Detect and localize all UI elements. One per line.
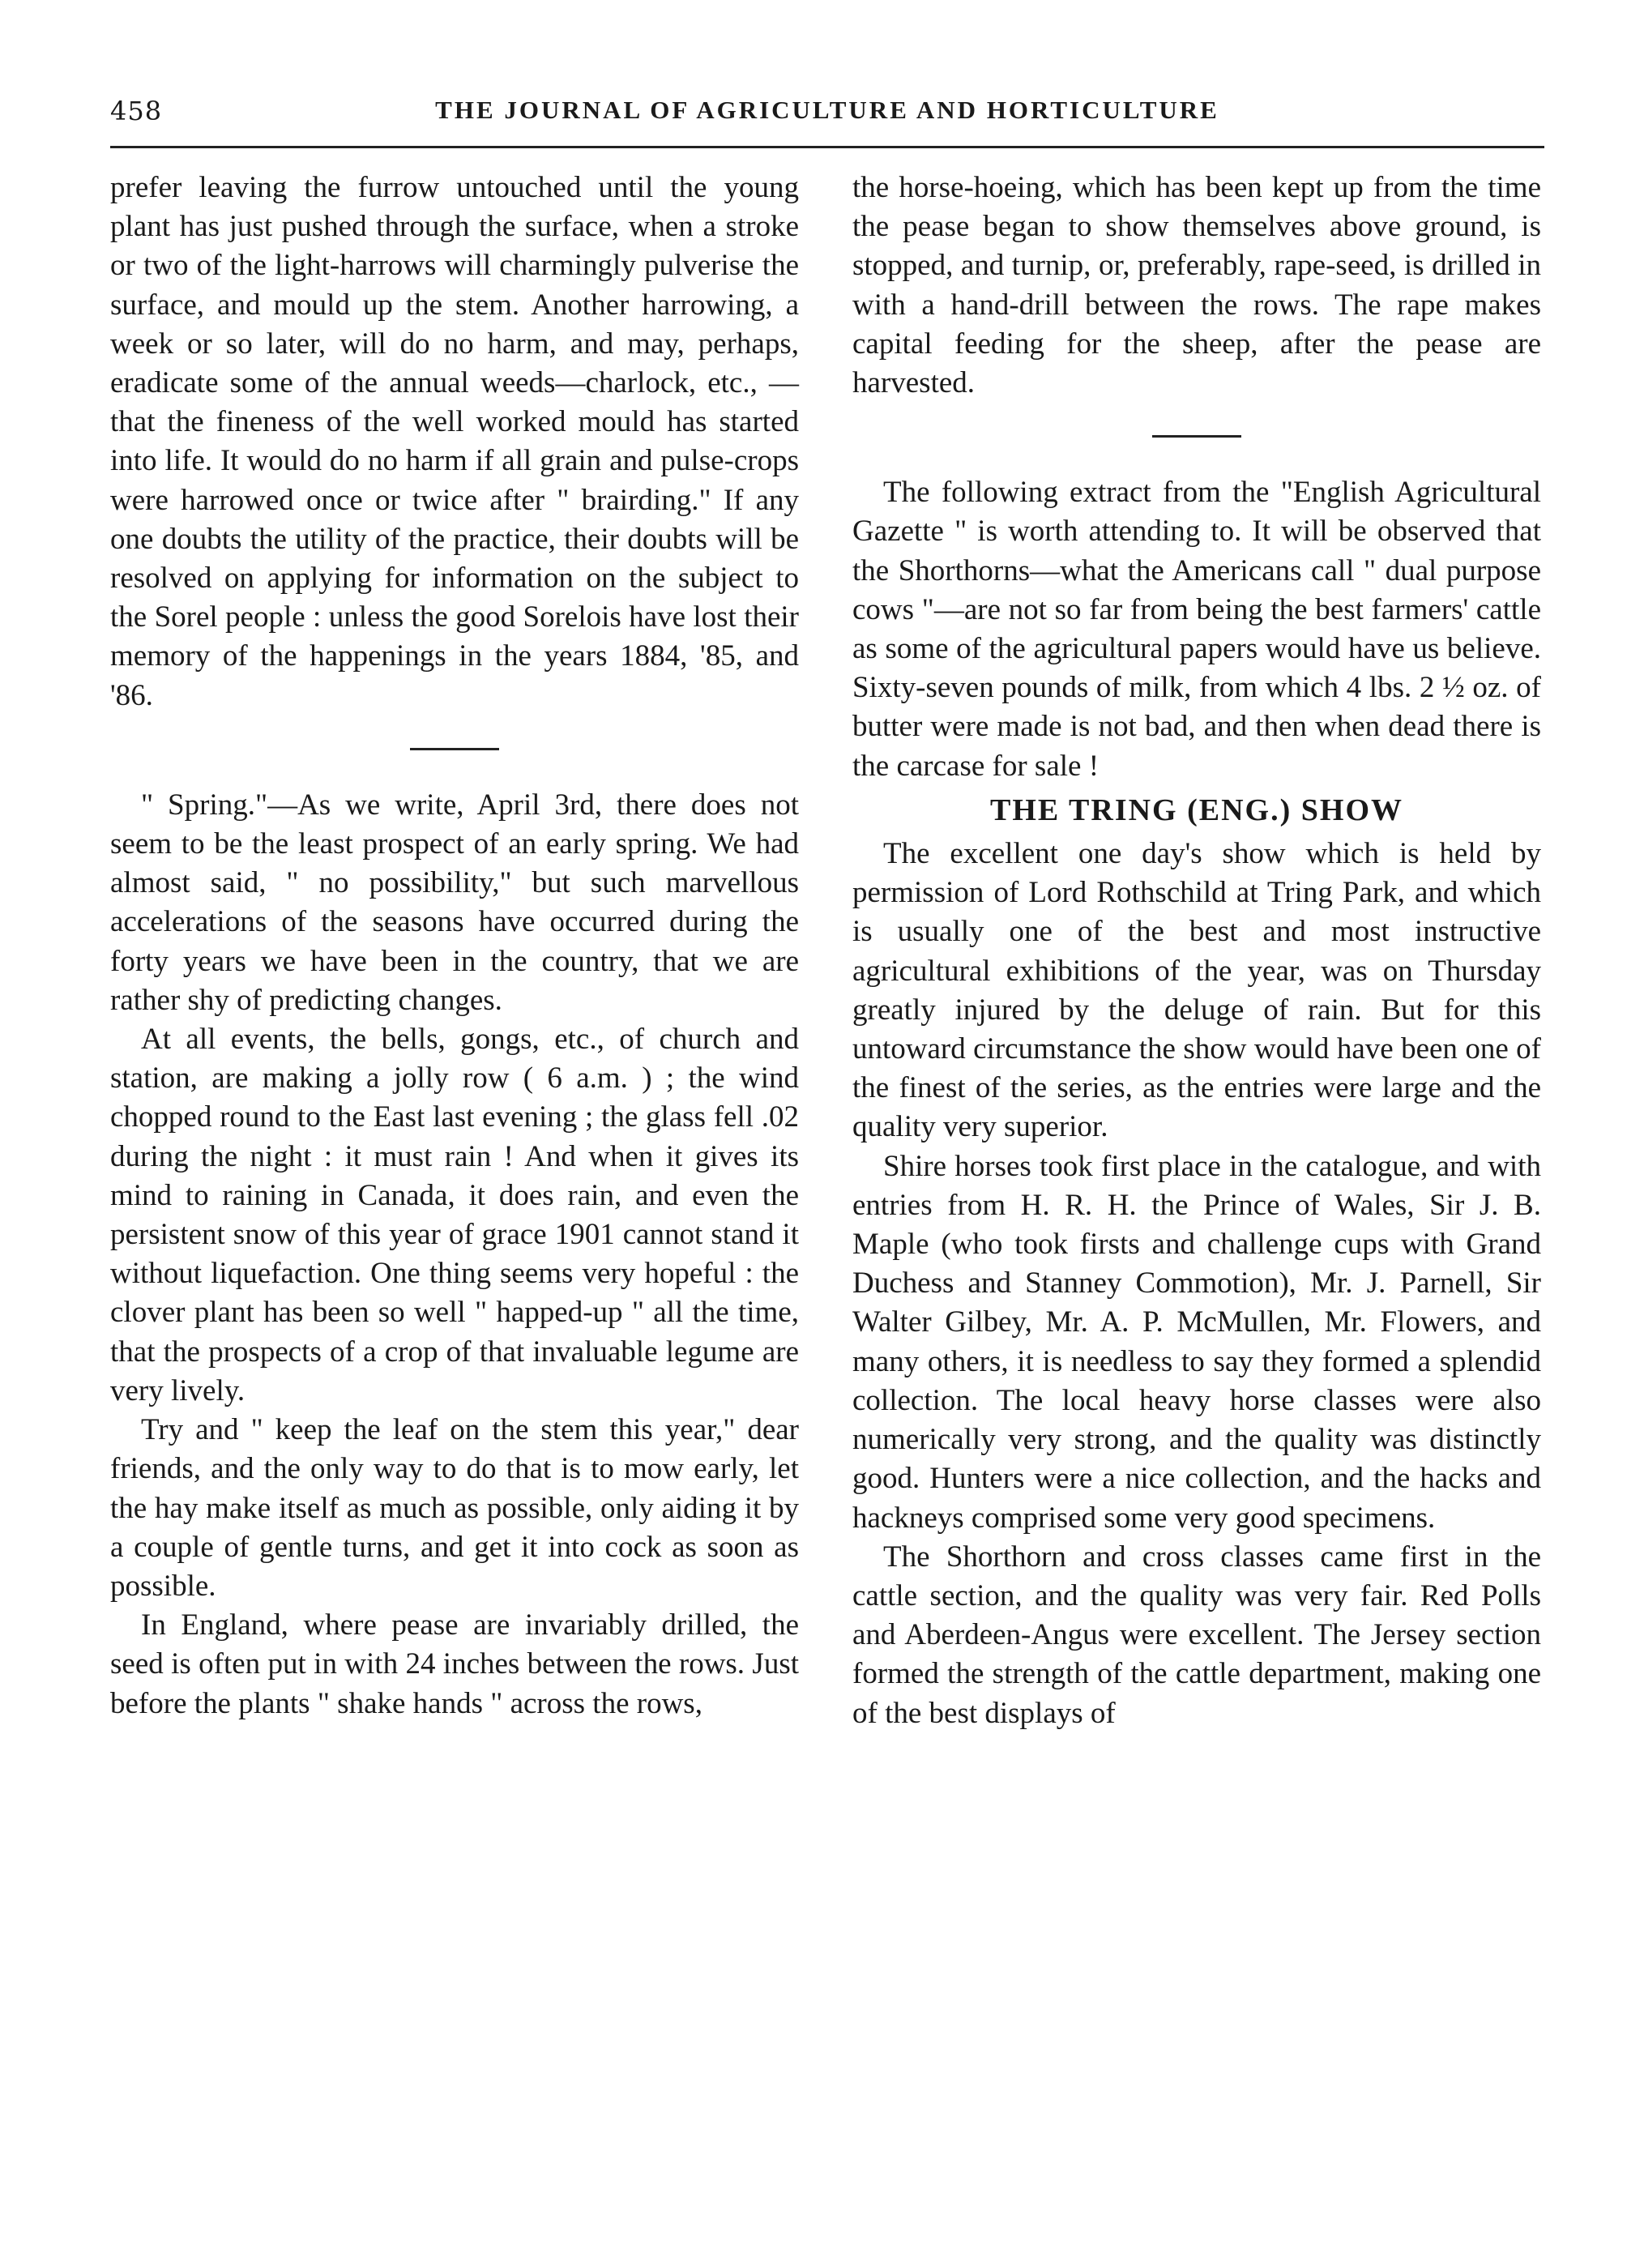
running-title: THE JOURNAL OF AGRICULTURE AND HORTICULTURE bbox=[435, 96, 1219, 124]
left-paragraph-5: In England, where pease are invariably drilled, the seed is often put in with 24 inches between the rows. Just before the plants " shake hands " across the rows, bbox=[110, 1608, 799, 1720]
left-paragraph-3: At all events, the bells, gongs, etc., of church and station, are making a jolly row ( 6 a.m. ) ; the wind chopped round to the East last evening ; the glass fell .02 during the night : it must rain ! And when it gives its mind to raining in Canada, it does rain, and even the persistent snow of this year of grace 1901 cannot stand it without liquefaction. One thing seems very hopeful : the clover plant has been so well " happed-up " all the time, that the prospects of a crop of that invaluable legume are very lively. bbox=[110, 1023, 799, 1407]
right-column bbox=[852, 169, 1541, 1733]
section-heading: THE TRING (ENG.) SHOW bbox=[989, 792, 1404, 827]
right-paragraph-2: The following extract from the "English Agricultural Gazette " is worth attending to. It will be observed that the Shorthorns—what the Americans call " dual purpose cows "—are not so far from being the best farmers' cattle as some of the agricultural papers would have us believe. Sixty-seven pounds of milk, from which 4 lbs. 2 ½ oz. of butter were made is not bad, and then when dead there is the carcase for sale ! bbox=[852, 476, 1541, 783]
left-paragraph-1: prefer leaving the furrow untouched until the young plant has just pushed through the surface, when a stroke or two of the light-harrows will charmingly pulverise the surface, and mould up the stem. Another harrowing, a week or so later, will do no harm, and may, perhaps, eradicate some of the annual weeds—charlock, etc., —that the fineness of the well worked mould has started into life. It would do no harm if all grain and pulse-crops were harrowed once or twice after " brairding." If any one doubts the utility of the practice, their doubts will be resolved on applying for information on the subject to the Sorel people : unless the good Sorelois have lost their memory of the happenings in the years 1884, '85, and '86. bbox=[110, 171, 799, 712]
left-paragraph-4: Try and " keep the leaf on the stem this year," dear friends, and the only way to do that is to mow early, let the hay make itself as much as possible, only aiding it by a couple of gentle turns, and get it into cock as soon as possible. bbox=[110, 1413, 799, 1603]
right-paragraph-5: The Shorthorn and cross classes came first in the cattle section, and the quality was very fair. Red Polls and Aberdeen-Angus were excellent. The Jersey section formed the strength of the cattle department, making one of the best displays of bbox=[852, 1540, 1541, 1730]
section-divider bbox=[1152, 435, 1241, 438]
right-paragraph-3: The excellent one day's show which is held by permission of Lord Rothschild at Tring Park, and which is usually one of the best and most instructive agricultural exhibitions of the year, was on Thursday greatly injured by the deluge of rain. But for this untoward circumstance the show would have been one of the finest of the series, as the entries were large and the quality very superior. bbox=[852, 837, 1541, 1144]
page-header bbox=[110, 88, 1544, 133]
page-number: 458 bbox=[110, 96, 163, 126]
header-rule bbox=[110, 146, 1544, 148]
left-paragraph-2: " Spring."—As we write, April 3rd, there does not seem to be the least prospect of an early spring. We had almost said, " no possibility," but such marvellous accelerations of the seasons have occurred during the forty years we have been in the country, that we are rather shy of predicting changes. bbox=[110, 788, 799, 1017]
right-paragraph-1: the horse-hoeing, which has been kept up from the time the pease began to show themselves above ground, is stopped, and turnip, or, preferably, rape-seed, is drilled in with a hand-drill between the rows. The rape makes capital feeding for the sheep, after the pease are harvested. bbox=[852, 171, 1541, 400]
left-column bbox=[110, 169, 799, 1723]
section-divider bbox=[410, 748, 499, 750]
right-paragraph-4: Shire horses took first place in the catalogue, and with entries from H. R. H. the Prince of Wales, Sir J. B. Maple (who took firsts and challenge cups with Grand Duchess and Stanney Commotion), Mr. J. Parnell, Sir Walter Gilbey, Mr. A. P. McMullen, Mr. Flowers, and many others, it is needless to say they formed a splendid collection. The local heavy horse classes were also numerically very strong, and the quality was distinctly good. Hunters were a nice collection, and the hacks and hackneys comprised some very good specimens. bbox=[852, 1149, 1541, 1535]
